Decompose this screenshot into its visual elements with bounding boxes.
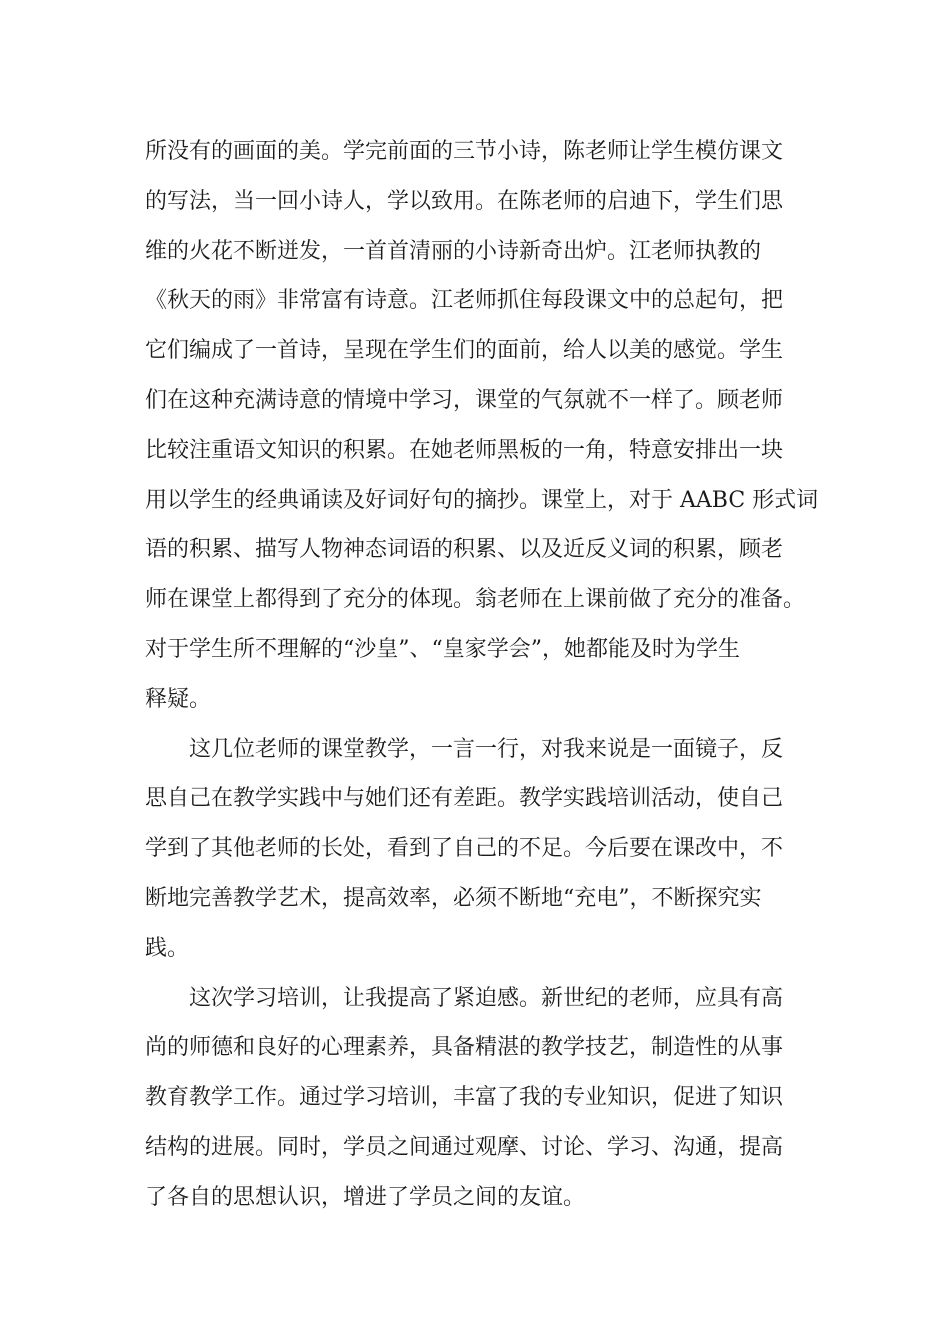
text-line: 维的火花不断迸发，一首首清丽的小诗新奇出炉。江老师执教的 (145, 238, 762, 264)
text-line: 对于学生所不理解的“沙皇”、“皇家学会”，她都能及时为学生 (145, 636, 740, 662)
paragraph-2 (145, 725, 825, 974)
text-line: 践。 (145, 935, 190, 961)
text-line: 尚的师德和良好的心理素养，具备精湛的教学技艺，制造性的从事 (145, 1035, 784, 1061)
text-line: 的写法，当一回小诗人，学以致用。在陈老师的启迪下，学生们思 (145, 188, 784, 214)
document-body (145, 127, 825, 1223)
text-line: 《秋天的雨》非常富有诗意。江老师抓住每段课文中的总起句，把 (145, 288, 784, 314)
text-line: 这几位老师的课堂教学，一言一行，对我来说是一面镜子，反 (189, 736, 784, 762)
text-line: 所没有的画面的美。学完前面的三节小诗，陈老师让学生模仿课文 (145, 139, 784, 164)
text-line: 断地完善教学艺术，提高效率，必须不断地“充电”，不断探究实 (145, 885, 762, 911)
text-line: 思自己在教学实践中与她们还有差距。教学实践培训活动，使自己 (145, 786, 784, 812)
text-line: 语的积累、描写人物神态词语的积累、以及近反义词的积累，顾老 (145, 537, 784, 563)
paragraph-1 (145, 127, 825, 725)
text-line: 比较注重语文知识的积累。在她老师黑板的一角，特意安排出一块 (145, 437, 784, 463)
text-line: 学到了其他老师的长处，看到了自己的不足。今后要在课改中，不 (145, 836, 784, 862)
text-line: 了各自的思想认识，增进了学员之间的友谊。 (145, 1184, 586, 1210)
text-line: 释疑。 (145, 686, 212, 712)
text-line: 结构的进展。同时，学员之间通过观摩、讨论、学习、沟通，提高 (145, 1134, 784, 1160)
text-line: 教育教学工作。通过学习培训，丰富了我的专业知识，促进了知识 (145, 1085, 784, 1111)
paragraph-3 (145, 974, 825, 1223)
text-line: 这次学习培训，让我提高了紧迫感。新世纪的老师，应具有高 (189, 985, 784, 1011)
text-line: 们在这种充满诗意的情境中学习，课堂的气氛就不一样了。顾老师 (145, 387, 784, 413)
text-line: 它们编成了一首诗，呈现在学生们的面前，给人以美的感觉。学生 (145, 338, 784, 364)
text-line: 用以学生的经典诵读及好词好句的摘抄。课堂上，对于 AABC 形式词 (145, 487, 819, 513)
text-line: 师在课堂上都得到了充分的体现。翁老师在上课前做了充分的准备。 (145, 587, 806, 613)
